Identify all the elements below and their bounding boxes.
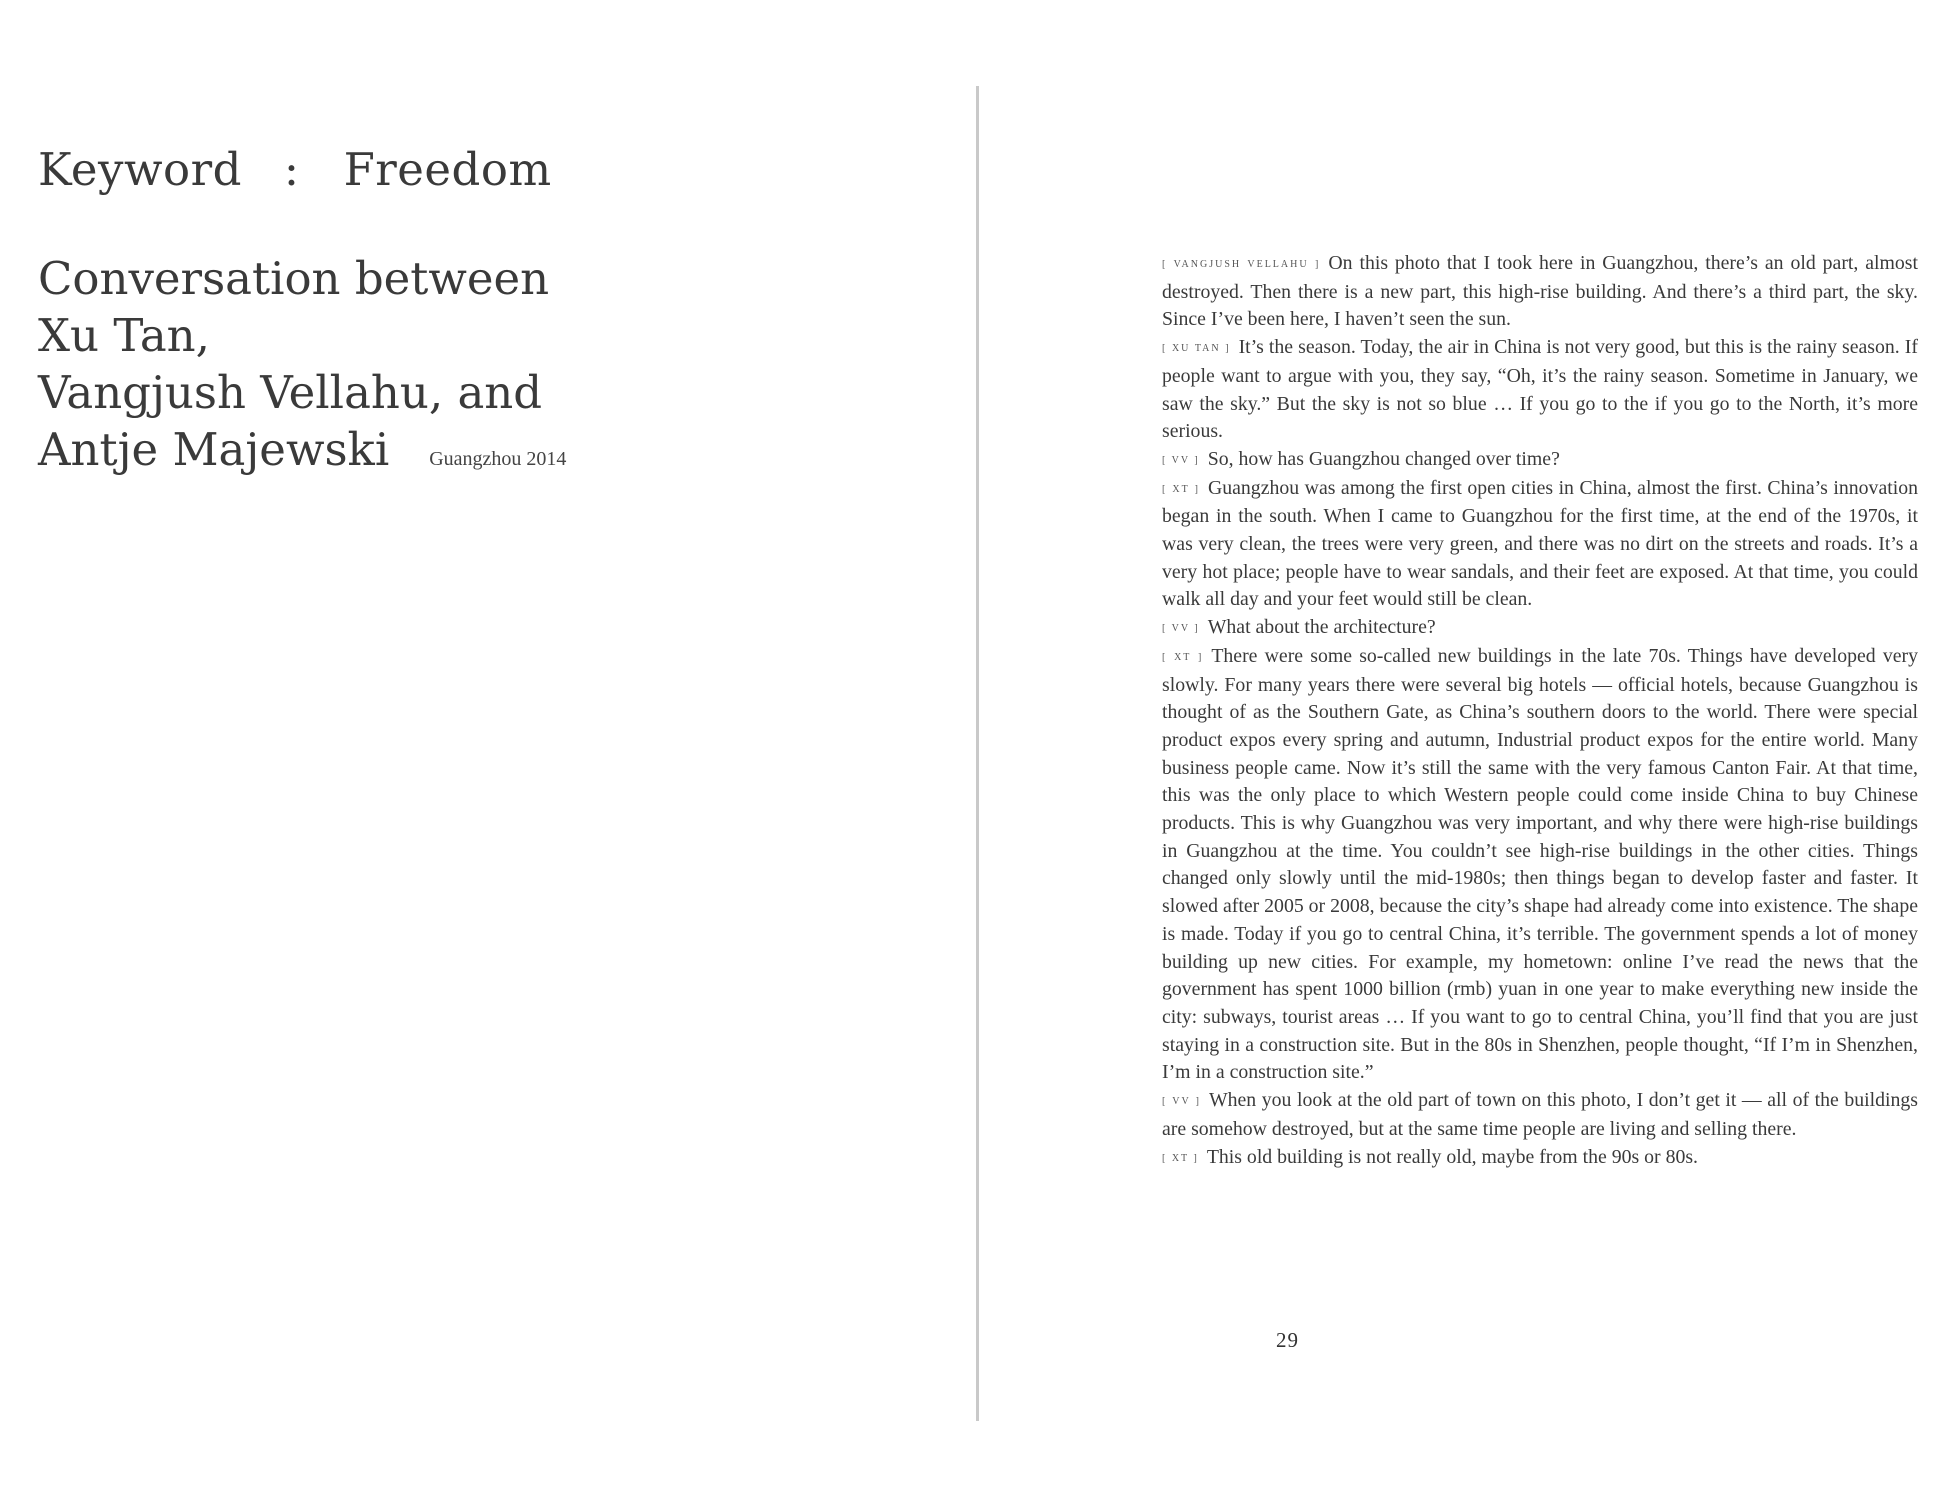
transcript-turn xyxy=(1162,446,1918,475)
turn-text: What about the architecture? xyxy=(1207,616,1436,639)
turn-text: On this photo that I took here in Guangzhou, there’s an old part, almost destroyed. Then there is a new part, this high-rise building. And there’s a third part, the sky. Since I’ve been here, I haven’t seen the sun. xyxy=(1162,252,1918,331)
place-date: Guangzhou 2014 xyxy=(429,448,567,470)
transcript-turn xyxy=(1162,1087,1918,1143)
transcript-turn xyxy=(1162,250,1918,334)
turn-text: There were some so-called new buildings in the late 70s. Things have developed very slowly. For many years there were several big hotels — official hotels, because Guangzhou is thought of as the Southern Gate, as China’s southern doors to the world. There were special product expos every spring and autumn, Industrial product expos for the entire world. Many business people came. Now it’s still the same with the very famous Canton Fair. At that time, this was the only place to which Western people could come inside China to buy Chinese products. This is why Guangzhou was very important, and why there were high-rise buildings in Guangzhou at the time. You couldn’t see high-rise buildings in the other cities. Things changed only slowly until the mid-1980s; then things began to develop faster and faster. It slowed after 2005 or 2008, because the city’s shape had already come into existence. The shape is made. Today if you go to central China, it’s terrible. The government spends a lot of money building up new cities. For example, my hometown: online I’ve read the news that the government has spent 1000 billion (rmb) yuan in one year to make everything new inside the city: subways, tourist areas … If you want to go to central China, you’ll find that you are just staying in a construction site. But in the 80s in Shenzhen, people thought, “If I’m in Shenzhen, I’m in a construction site.” xyxy=(1162,644,1919,1084)
keyword-heading xyxy=(38,140,938,200)
page-gutter-divider xyxy=(976,86,979,1421)
speaker-tag: [ VV ] xyxy=(1162,454,1200,466)
turn-text: Guangzhou was among the first open cities in China, almost the first. China’s innovation began in the south. When I came to Guangzhou for the first time, at the end of the 1970s, it was very clean, the trees were very green, and there was no dirt on the streets and roads. It’s a very hot place; people have to wear sandals, and their feet are exposed. At that time, you could walk all day and your feet would still be clean. xyxy=(1162,476,1919,611)
speaker-tag: [ VANGJUSH VELLAHU ] xyxy=(1162,259,1321,270)
keyword-label: Keyword xyxy=(38,143,242,196)
transcript-turn xyxy=(1162,475,1918,615)
title-line: Conversation between xyxy=(38,252,550,305)
speaker-tag: [ XT ] xyxy=(1162,1152,1199,1164)
conversation-title xyxy=(38,250,938,488)
transcript-turn xyxy=(1162,614,1918,643)
transcript xyxy=(1162,250,1918,1172)
turn-text: When you look at the old part of town on this photo, I don’t get it — all of the buildings are somehow destroyed, but at the same time people are living and selling there. xyxy=(1162,1089,1918,1140)
keyword-value: Freedom xyxy=(343,143,552,196)
turn-text: This old building is not really old, maybe from the 90s or 80s. xyxy=(1206,1145,1698,1168)
speaker-tag: [ XT ] xyxy=(1162,651,1204,663)
title-line: Vangjush Vellahu, and xyxy=(38,366,543,419)
speaker-tag: [ VV ] xyxy=(1162,1096,1201,1108)
transcript-turn xyxy=(1162,643,1918,1087)
title-line-text: Antje Majewski xyxy=(38,423,390,476)
turn-text: It’s the season. Today, the air in China is not very good, but this is the rainy season. If people want to argue with you, they say, “Oh, it’s the rainy season. Sometime in January, we saw the sky.” But the sky is not so blue … If you go to the if you go to the North, it’s more serious. xyxy=(1162,336,1918,443)
transcript-turn xyxy=(1162,334,1918,446)
page-number: 29 xyxy=(1276,1328,1299,1352)
speaker-tag: [ VV ] xyxy=(1162,623,1200,635)
left-page xyxy=(38,140,938,488)
title-line: Xu Tan, xyxy=(38,309,210,362)
right-page xyxy=(1162,250,1918,1172)
transcript-turn xyxy=(1162,1144,1918,1173)
keyword-separator: : xyxy=(283,143,300,196)
speaker-tag: [ XT ] xyxy=(1162,483,1200,495)
speaker-tag: [ XU TAN ] xyxy=(1162,343,1231,355)
turn-text: So, how has Guangzhou changed over time? xyxy=(1207,447,1560,470)
title-line-last xyxy=(38,421,938,488)
